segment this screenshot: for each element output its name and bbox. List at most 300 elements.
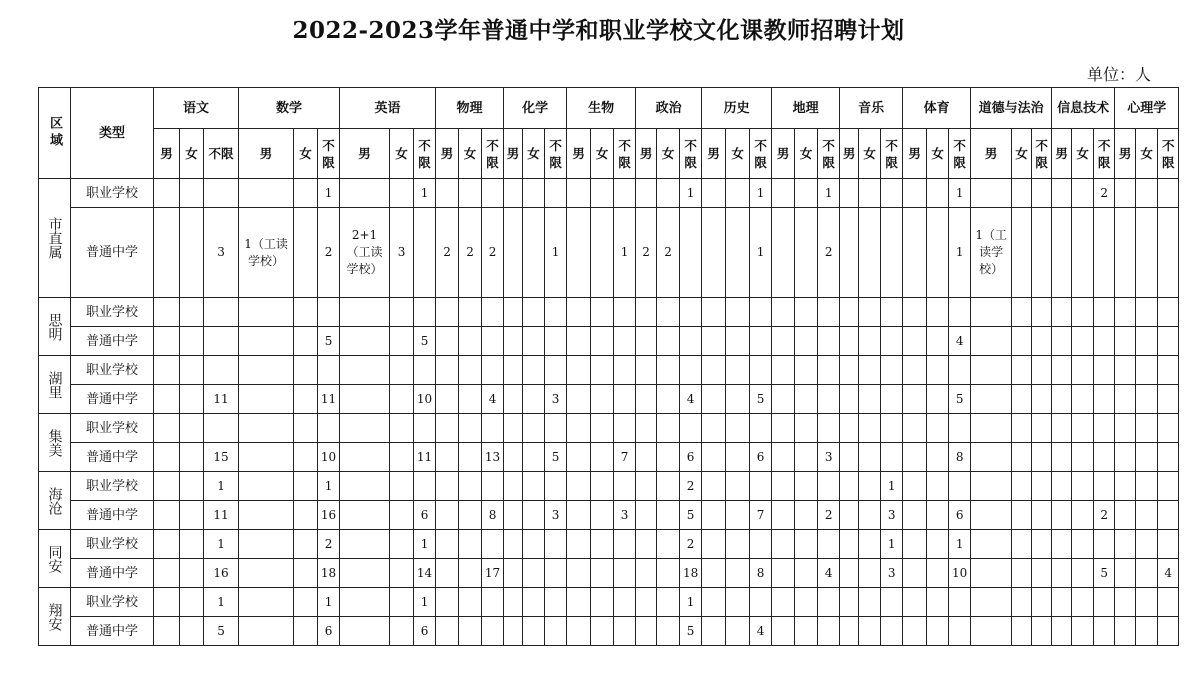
gender-header: 男 [636, 129, 657, 179]
count-cell [927, 298, 949, 327]
subject-header: 音乐 [840, 88, 903, 129]
count-cell [1032, 530, 1052, 559]
recruitment-table [38, 87, 1179, 646]
count-cell [504, 617, 523, 646]
count-cell [1136, 443, 1158, 472]
count-cell: 4 [482, 385, 504, 414]
count-cell [881, 208, 903, 298]
count-cell: 8 [949, 443, 971, 472]
count-cell [436, 385, 459, 414]
count-cell: 1 [318, 588, 340, 617]
count-cell [239, 530, 294, 559]
subject-header: 语文 [154, 88, 239, 129]
count-cell [726, 414, 750, 443]
count-cell [1052, 356, 1072, 385]
count-cell [971, 472, 1012, 501]
count-cell [482, 356, 504, 385]
count-cell [750, 356, 772, 385]
region-cell: 湖里 [39, 356, 71, 414]
count-cell [1136, 501, 1158, 530]
count-cell [459, 530, 482, 559]
count-cell [903, 501, 927, 530]
count-cell [859, 327, 881, 356]
school-type-cell: 普通中学 [71, 327, 154, 356]
count-cell [1094, 530, 1115, 559]
count-cell [636, 530, 657, 559]
count-cell [1072, 179, 1094, 208]
count-cell [1136, 559, 1158, 588]
count-cell [154, 179, 180, 208]
count-cell [459, 588, 482, 617]
count-cell [1052, 327, 1072, 356]
count-cell [840, 385, 859, 414]
count-cell: 3 [614, 501, 636, 530]
count-cell [239, 617, 294, 646]
count-cell [414, 472, 436, 501]
count-cell [545, 327, 567, 356]
count-cell [1012, 179, 1032, 208]
school-type-cell: 普通中学 [71, 559, 154, 588]
count-cell [1115, 179, 1136, 208]
count-cell [1094, 443, 1115, 472]
count-cell [1072, 530, 1094, 559]
count-cell [657, 356, 680, 385]
gender-header: 不限 [818, 129, 840, 179]
count-cell [294, 385, 318, 414]
count-cell [1158, 617, 1179, 646]
count-cell [1158, 179, 1179, 208]
count-cell [340, 588, 390, 617]
count-cell [1032, 385, 1052, 414]
count-cell [414, 298, 436, 327]
count-cell [881, 588, 903, 617]
count-cell [1072, 443, 1094, 472]
count-cell [1052, 443, 1072, 472]
count-cell [859, 179, 881, 208]
count-cell [795, 385, 818, 414]
count-cell [239, 327, 294, 356]
count-cell [390, 385, 414, 414]
count-cell [702, 530, 726, 559]
subject-header: 信息技术 [1052, 88, 1115, 129]
count-cell [1158, 443, 1179, 472]
count-cell [567, 443, 591, 472]
count-cell: 1 [881, 530, 903, 559]
type-header: 类型 [71, 88, 154, 179]
count-cell [971, 443, 1012, 472]
table-row [39, 414, 1179, 443]
count-cell [702, 356, 726, 385]
count-cell [1072, 385, 1094, 414]
count-cell [903, 530, 927, 559]
count-cell [180, 588, 204, 617]
count-cell: 1 [414, 179, 436, 208]
count-cell [1136, 327, 1158, 356]
count-cell [1115, 385, 1136, 414]
count-cell [795, 530, 818, 559]
count-cell: 2 [436, 208, 459, 298]
count-cell [903, 356, 927, 385]
count-cell [971, 327, 1012, 356]
count-cell [859, 530, 881, 559]
count-cell [750, 530, 772, 559]
count-cell [1072, 327, 1094, 356]
count-cell [482, 414, 504, 443]
school-type-cell: 职业学校 [71, 588, 154, 617]
count-cell [702, 501, 726, 530]
count-cell [772, 356, 795, 385]
count-cell [504, 298, 523, 327]
count-cell [340, 472, 390, 501]
count-cell [180, 530, 204, 559]
count-cell [903, 327, 927, 356]
count-cell [239, 443, 294, 472]
count-cell [859, 385, 881, 414]
count-cell [567, 298, 591, 327]
gender-header: 不限 [204, 129, 239, 179]
count-cell: 1 [680, 179, 702, 208]
count-cell [340, 443, 390, 472]
count-cell [1115, 356, 1136, 385]
count-cell [204, 356, 239, 385]
count-cell [318, 356, 340, 385]
count-cell [1136, 208, 1158, 298]
count-cell [591, 501, 614, 530]
count-cell: 14 [414, 559, 436, 588]
count-cell [294, 298, 318, 327]
count-cell [1012, 530, 1032, 559]
count-cell [1094, 385, 1115, 414]
count-cell: 10 [949, 559, 971, 588]
count-cell [1032, 443, 1052, 472]
count-cell [1032, 501, 1052, 530]
count-cell [459, 385, 482, 414]
count-cell [657, 443, 680, 472]
count-cell: 4 [818, 559, 840, 588]
count-cell [949, 588, 971, 617]
count-cell [726, 530, 750, 559]
count-cell [1136, 472, 1158, 501]
count-cell [1158, 588, 1179, 617]
count-cell [154, 356, 180, 385]
gender-header: 女 [927, 129, 949, 179]
count-cell: 4 [750, 617, 772, 646]
count-cell [239, 472, 294, 501]
gender-header: 女 [726, 129, 750, 179]
count-cell [818, 472, 840, 501]
count-cell: 3 [545, 385, 567, 414]
count-cell [1052, 414, 1072, 443]
count-cell [294, 208, 318, 298]
region-cell: 市直属 [39, 179, 71, 298]
count-cell [294, 530, 318, 559]
count-cell [657, 617, 680, 646]
count-cell [927, 472, 949, 501]
region-cell: 集美 [39, 414, 71, 472]
count-cell [1052, 559, 1072, 588]
count-cell [567, 356, 591, 385]
count-cell [636, 179, 657, 208]
count-cell [154, 327, 180, 356]
count-cell: 1 [818, 179, 840, 208]
count-cell [390, 472, 414, 501]
count-cell [702, 327, 726, 356]
count-cell [459, 356, 482, 385]
count-cell: 2 [818, 501, 840, 530]
count-cell [1072, 617, 1094, 646]
count-cell [750, 327, 772, 356]
subject-header: 物理 [436, 88, 504, 129]
count-cell [636, 443, 657, 472]
subject-header: 生物 [567, 88, 636, 129]
count-cell: 5 [680, 501, 702, 530]
count-cell [657, 298, 680, 327]
count-cell [636, 327, 657, 356]
count-cell [772, 617, 795, 646]
count-cell [459, 617, 482, 646]
count-cell [239, 356, 294, 385]
count-cell [1032, 414, 1052, 443]
count-cell [840, 617, 859, 646]
count-cell [726, 208, 750, 298]
table-row [39, 559, 1179, 588]
count-cell [772, 588, 795, 617]
count-cell [390, 356, 414, 385]
count-cell [840, 443, 859, 472]
count-cell: 2 [318, 530, 340, 559]
count-cell [859, 356, 881, 385]
school-type-cell: 职业学校 [71, 472, 154, 501]
page-title: 2022-2023学年普通中学和职业学校文化课教师招聘计划 [292, 17, 905, 44]
count-cell [567, 179, 591, 208]
count-cell [459, 443, 482, 472]
count-cell: 5 [680, 617, 702, 646]
count-cell [903, 385, 927, 414]
count-cell [1094, 472, 1115, 501]
count-cell [859, 472, 881, 501]
count-cell: 10 [318, 443, 340, 472]
table-row [39, 298, 1179, 327]
count-cell [795, 617, 818, 646]
count-cell [1136, 179, 1158, 208]
count-cell [636, 617, 657, 646]
count-cell [459, 501, 482, 530]
table-row [39, 501, 1179, 530]
count-cell [504, 327, 523, 356]
count-cell: 16 [204, 559, 239, 588]
count-cell [545, 414, 567, 443]
count-cell [772, 501, 795, 530]
count-cell [591, 179, 614, 208]
count-cell [1115, 530, 1136, 559]
count-cell [180, 327, 204, 356]
count-cell [903, 588, 927, 617]
count-cell: 1（工读学校） [239, 208, 294, 298]
school-type-cell: 普通中学 [71, 617, 154, 646]
count-cell [340, 298, 390, 327]
count-cell [971, 179, 1012, 208]
count-cell [1052, 588, 1072, 617]
count-cell [523, 385, 545, 414]
count-cell [702, 443, 726, 472]
count-cell [636, 559, 657, 588]
count-cell [795, 501, 818, 530]
count-cell [1158, 501, 1179, 530]
count-cell: 2 [1094, 179, 1115, 208]
count-cell [971, 617, 1012, 646]
gender-header: 男 [772, 129, 795, 179]
school-type-cell: 普通中学 [71, 501, 154, 530]
table-row [39, 443, 1179, 472]
count-cell: 10 [414, 385, 436, 414]
subject-header: 历史 [702, 88, 772, 129]
count-cell [772, 530, 795, 559]
count-cell [154, 617, 180, 646]
count-cell: 3 [881, 559, 903, 588]
count-cell: 5 [318, 327, 340, 356]
count-cell: 1 [204, 588, 239, 617]
count-cell: 5 [545, 443, 567, 472]
count-cell [390, 501, 414, 530]
count-cell [726, 588, 750, 617]
count-cell [459, 414, 482, 443]
count-cell [523, 530, 545, 559]
count-cell [239, 501, 294, 530]
count-cell [795, 559, 818, 588]
count-cell [591, 327, 614, 356]
count-cell: 13 [482, 443, 504, 472]
count-cell [482, 472, 504, 501]
count-cell [614, 179, 636, 208]
count-cell [702, 385, 726, 414]
count-cell [971, 501, 1012, 530]
count-cell: 8 [750, 559, 772, 588]
count-cell [795, 327, 818, 356]
count-cell [795, 443, 818, 472]
count-cell [1012, 617, 1032, 646]
count-cell [545, 472, 567, 501]
count-cell [614, 559, 636, 588]
count-cell [818, 617, 840, 646]
count-cell [1012, 559, 1032, 588]
count-cell: 1 [750, 179, 772, 208]
count-cell [1012, 327, 1032, 356]
count-cell [614, 588, 636, 617]
gender-header: 女 [1012, 129, 1032, 179]
gender-header: 男 [702, 129, 726, 179]
table-row [39, 472, 1179, 501]
count-cell [927, 617, 949, 646]
count-cell [204, 327, 239, 356]
count-cell [927, 385, 949, 414]
count-cell [154, 588, 180, 617]
count-cell [949, 298, 971, 327]
count-cell [1094, 414, 1115, 443]
region-cell: 思明 [39, 298, 71, 356]
gender-header: 男 [1052, 129, 1072, 179]
count-cell [726, 617, 750, 646]
header-row-subjects [39, 88, 1179, 129]
count-cell [204, 179, 239, 208]
count-cell [1052, 530, 1072, 559]
count-cell [459, 298, 482, 327]
count-cell [840, 414, 859, 443]
count-cell: 6 [750, 443, 772, 472]
count-cell [795, 414, 818, 443]
count-cell [294, 179, 318, 208]
count-cell [436, 356, 459, 385]
count-cell [702, 208, 726, 298]
count-cell [1032, 356, 1052, 385]
count-cell [294, 443, 318, 472]
count-cell [154, 559, 180, 588]
count-cell [636, 588, 657, 617]
count-cell [436, 588, 459, 617]
count-cell [1115, 414, 1136, 443]
count-cell [504, 472, 523, 501]
count-cell: 1 [949, 208, 971, 298]
count-cell [881, 443, 903, 472]
count-cell [545, 356, 567, 385]
count-cell [1072, 208, 1094, 298]
count-cell [567, 472, 591, 501]
count-cell [591, 385, 614, 414]
count-cell [591, 208, 614, 298]
count-cell [840, 356, 859, 385]
count-cell [1032, 327, 1052, 356]
count-cell [949, 617, 971, 646]
unit-label: 单位：人 [1086, 65, 1151, 84]
count-cell [614, 385, 636, 414]
count-cell [545, 617, 567, 646]
gender-header: 女 [657, 129, 680, 179]
count-cell [680, 208, 702, 298]
count-cell [680, 327, 702, 356]
gender-header: 男 [971, 129, 1012, 179]
count-cell [1032, 208, 1052, 298]
count-cell [702, 179, 726, 208]
count-cell [390, 617, 414, 646]
count-cell [949, 414, 971, 443]
subject-header: 体育 [903, 88, 971, 129]
count-cell [1136, 588, 1158, 617]
count-cell [523, 472, 545, 501]
count-cell [239, 588, 294, 617]
region-cell: 同安 [39, 530, 71, 588]
school-type-cell: 普通中学 [71, 208, 154, 298]
table-row [39, 385, 1179, 414]
count-cell [523, 356, 545, 385]
count-cell [840, 327, 859, 356]
count-cell [971, 414, 1012, 443]
count-cell [881, 385, 903, 414]
count-cell [180, 208, 204, 298]
count-cell: 8 [482, 501, 504, 530]
count-cell [1012, 298, 1032, 327]
gender-header: 不限 [414, 129, 436, 179]
count-cell [482, 327, 504, 356]
gender-header: 不限 [949, 129, 971, 179]
count-cell [636, 298, 657, 327]
gender-header: 女 [294, 129, 318, 179]
count-cell [702, 414, 726, 443]
count-cell: 1（工读学校） [971, 208, 1012, 298]
count-cell: 1 [204, 530, 239, 559]
count-cell [702, 588, 726, 617]
count-cell [949, 356, 971, 385]
count-cell [636, 414, 657, 443]
count-cell [772, 472, 795, 501]
